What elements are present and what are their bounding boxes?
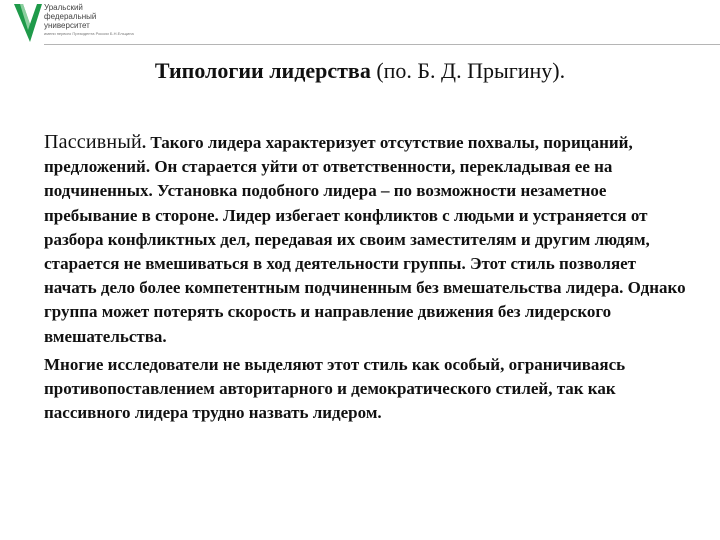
header-divider — [44, 44, 720, 45]
university-logo-icon — [14, 4, 42, 42]
logo-line-1: Уральский — [44, 3, 83, 12]
logo-line-2: федеральный — [44, 12, 97, 21]
slide-title — [0, 56, 720, 86]
paragraph-1 — [44, 130, 692, 349]
logo-line-3: университет — [44, 21, 90, 30]
slide-title-rest: (по. Б. Д. Прыгину). — [370, 58, 566, 83]
paragraph-1-text: . Такого лидера характеризует отсутствие похвалы, порицаний, предложений. Он старается уйти от ответственности, перекладывая ее на подчиненных. Установка подобного лидера – по возможности незаметное пребывание в стороне. Лидер избегает конфликтов с людьми и устраняется от разбора конфликтных дел, передавая их своим заместителям и другим людям, старается не вмешиваться в ход деятельности группы. Этот стиль позволяет начать дело более компетентным подчиненным без вмешательства лидера. Однако группа может потерять скорость и направление движения без лидерского вмешательства. — [44, 133, 686, 346]
slide-body — [44, 130, 692, 425]
slide-title-bold: Типологии лидерства — [154, 58, 371, 83]
university-name — [44, 3, 96, 30]
header — [0, 0, 720, 48]
paragraph-2: Многие исследователи не выделяют этот стиль как особый, ограничиваясь противопоставлением авторитарного и демократического стилей, так как пассивного лидера трудно назвать лидером. — [44, 354, 626, 423]
logo-subtitle: имени первого Президента России Б.Н.Ельцина — [44, 31, 134, 36]
lead-term: Пассивный — [44, 131, 142, 153]
